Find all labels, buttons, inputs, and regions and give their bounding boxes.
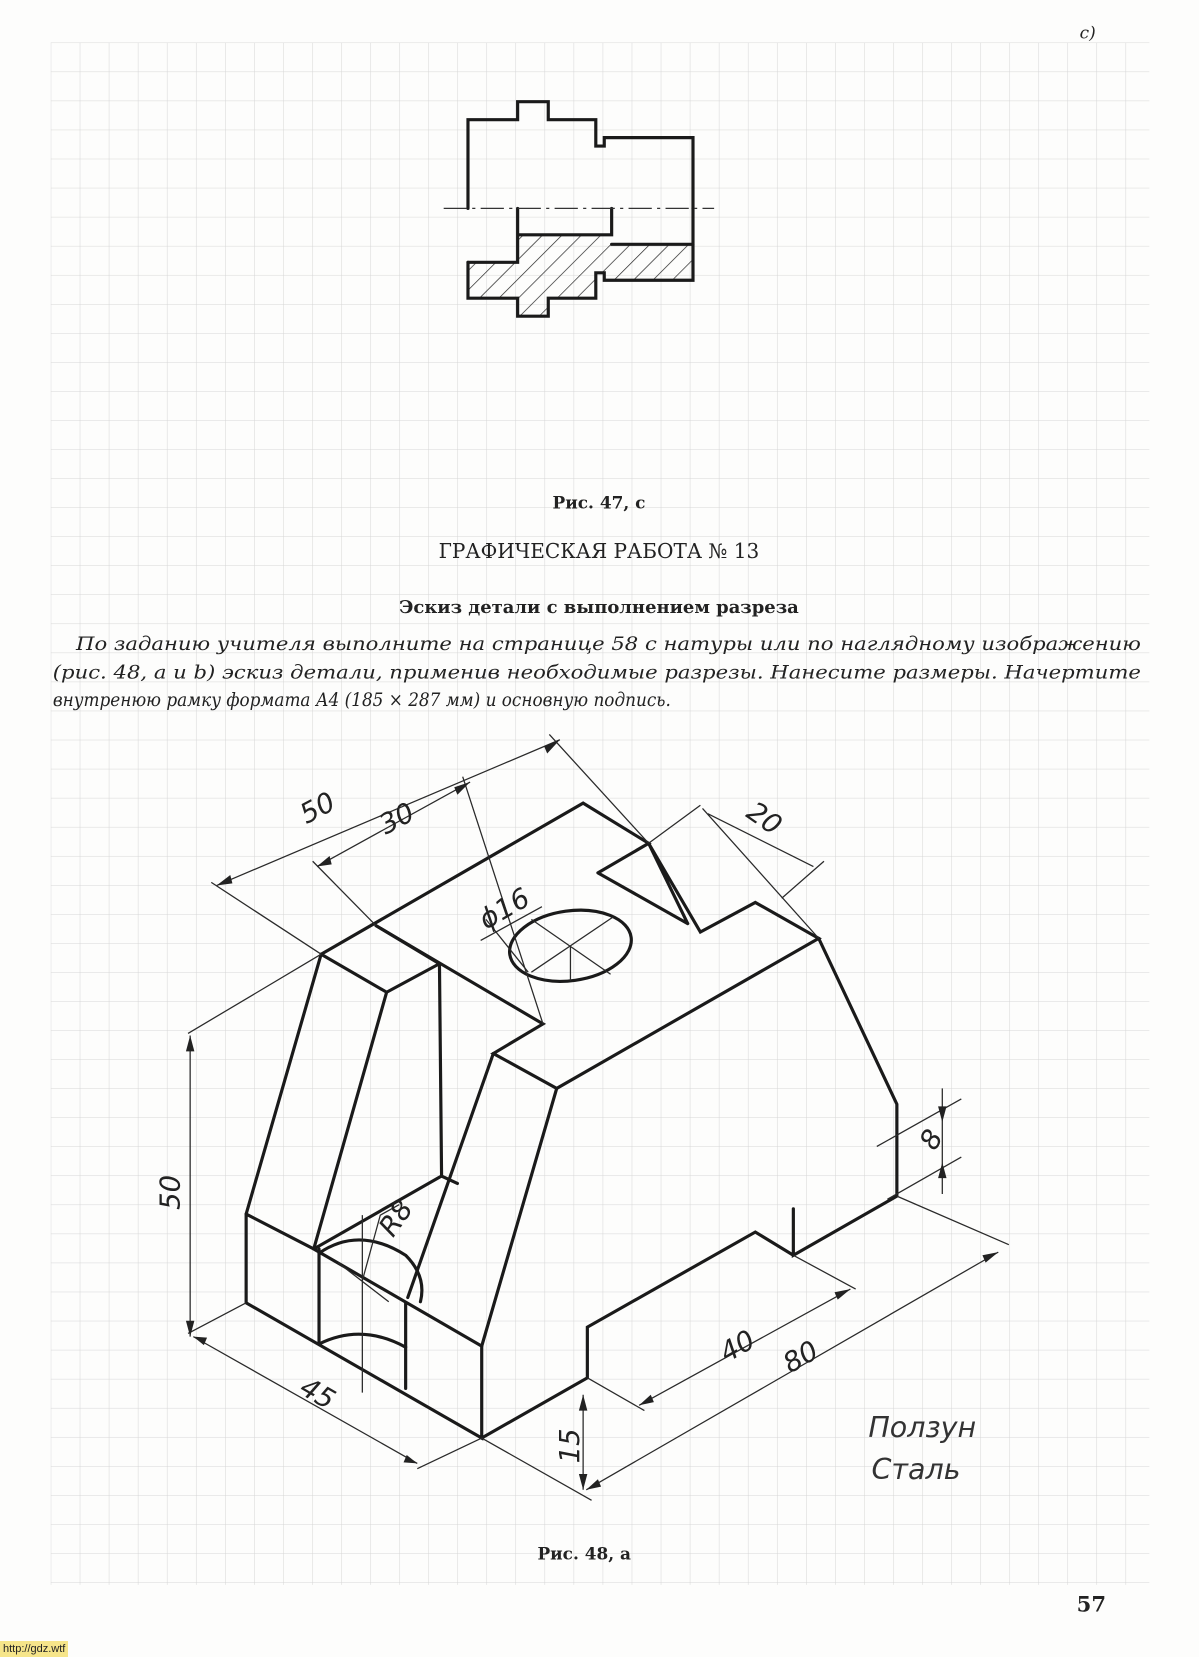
figure-47-caption: Рис. 47, с <box>552 492 646 513</box>
figure-48-caption: Рис. 48, a <box>537 1543 631 1564</box>
task-line-1: По заданию учителя выполните на странице 58 с натуры или по наглядному изображению <box>74 632 1141 655</box>
corner-label: c) <box>1079 22 1096 43</box>
dim-40: 40 <box>714 1324 761 1370</box>
dim-45: 45 <box>294 1371 341 1417</box>
dim-80: 80 <box>778 1335 824 1380</box>
task-line-2: (рис. 48, a и b) эскиз детали, применив необходимые разрезы. Нанесите размеры. Начертите <box>52 661 1141 684</box>
dim-phi16: ϕ16 <box>473 882 536 936</box>
watermark-link[interactable]: http://gdz.wtf <box>0 1641 68 1657</box>
dim-30: 30 <box>374 797 420 842</box>
dim-50-length: 50 <box>295 786 341 831</box>
work-title: ГРАФИЧЕСКАЯ РАБОТА № 13 <box>438 539 760 564</box>
dim-r8: R8 <box>373 1194 420 1243</box>
page-number: 57 <box>1076 1591 1107 1617</box>
dim-15: 15 <box>554 1428 586 1464</box>
part-name: Ползун <box>868 1410 977 1444</box>
work-subtitle: Эскиз детали с выполнением разреза <box>399 596 799 618</box>
part-material: Сталь <box>871 1453 961 1487</box>
task-line-3: внутренюю рамку формата А4 (185 × 287 мм) и основную подпись. <box>52 688 671 711</box>
dim-8: 8 <box>914 1124 950 1156</box>
dim-50-height: 50 <box>155 1174 187 1210</box>
dim-20: 20 <box>740 796 788 842</box>
